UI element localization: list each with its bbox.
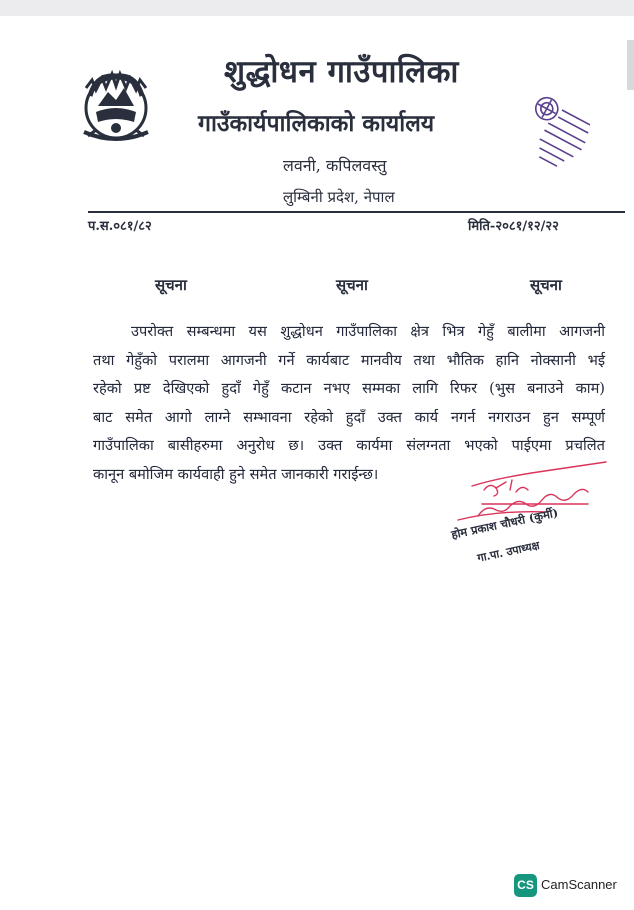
body-line: उपरोक्त सम्बन्धमा यस शुद्धोधन गाउँपालिका क्षेत्र भित्र गेहुँ बालीमा आगजनी (131, 323, 605, 340)
body-line: गाउँपालिका बासीहरुमा अनुरोध छ। उक्त कार्यमा संलग्नता भएको पाईएमा प्रचलित (93, 437, 605, 454)
reference-number: प.स.०८१/८२ (88, 219, 152, 234)
municipality-title: शुद्धोधन गाउँपालिका (224, 54, 459, 90)
scan-top-edge (0, 0, 634, 16)
camscanner-watermark: CamScanner (541, 877, 617, 892)
body-line: तथा गेहुँको परालमा आगजनी गर्ने कार्यबाट मानवीय तथा भौतिक हानि नोक्सानी भई (93, 351, 605, 369)
scan-right-edge (627, 40, 634, 90)
signatory-role: गा.पा. उपाध्यक्ष (476, 538, 541, 565)
office-title: गाउँकार्यपालिकाको कार्यालय (198, 110, 435, 137)
body-line: रहेको प्रष्ट देखिएको हुदाँ गेहुँ कटान नभए सम्मका लागि रिफर (भुस बनाउने काम) (93, 380, 605, 397)
notice-heading-right: सूचना (530, 276, 562, 294)
header-divider (88, 211, 625, 213)
notice-heading-center: सूचना (336, 276, 368, 294)
body-line: बाट समेत आगो लाग्ने सम्भावना रहेको हुदाँ उक्त कार्य नगर्न नगराउन हुन सम्पूर्ण (93, 408, 605, 426)
address-line-1: लवनी, कपिलवस्तु (283, 156, 387, 175)
notice-heading-left: सूचना (155, 276, 187, 294)
signatory-name: होम प्रकाश चौधरी (कुर्मी) (450, 505, 560, 542)
address-line-2: लुम्बिनी प्रदेश, नेपाल (283, 188, 395, 206)
nepal-emblem-icon (76, 66, 156, 146)
issue-date: मिति-२०८१/१२/२२ (468, 219, 559, 234)
body-line: कानून बमोजिम कार्यवाही हुने समेत जानकारी गराईन्छ। (93, 465, 379, 483)
office-stamp-icon (512, 94, 590, 180)
camscanner-logo-icon: CS (514, 874, 537, 897)
